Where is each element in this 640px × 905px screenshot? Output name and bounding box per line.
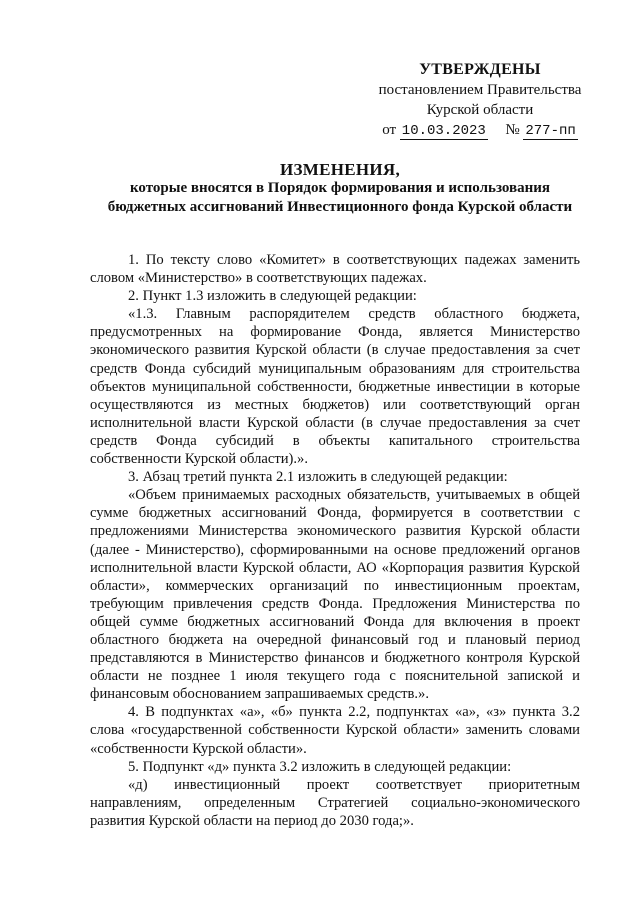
approval-stamp (360, 60, 600, 141)
title-line-2: которые вносятся в Порядок формирования и использования (129, 180, 551, 196)
paragraph-2: 2. Пункт 1.3 изложить в следующей редакции: (128, 288, 417, 305)
document-body (90, 251, 580, 830)
approval-number: 277-пп (525, 123, 576, 139)
number-prefix: № (505, 122, 520, 138)
paragraph-1: 1. По тексту слово «Комитет» в соответствующих падежах заменить словом «Министерство» в соответствующих падежах. (90, 252, 580, 287)
paragraph-7: 5. Подпункт «д» пункта 3.2 изложить в следующей редакции: (128, 758, 512, 775)
document-title (60, 160, 620, 217)
paragraph-8: «д) инвестиционный проект соответствует приоритетным направлениям, определенным Стратегией социально-экономического развития Курской области на период до 2030 года;». (90, 776, 580, 829)
approval-line-2: Курской области (426, 102, 534, 118)
paragraph-4: 3. Абзац третий пункта 2.1 изложить в следующей редакции: (128, 469, 508, 486)
approval-date: 10.03.2023 (401, 123, 486, 139)
approval-date-line (360, 120, 600, 141)
paragraph-5: «Объем принимаемых расходных обязательств, учитываемых в общей сумме бюджетных ассигнований Фонда, формируется в соответствии с предложениями Министерства экономического развития Курской области (далее - Министерство), сформированными на основе предложений органов исполнительной власти Курской области, АО «Корпорация развития Курской области», коммерческих организаций по инвестиционным проектам, требующим привлечения средств Фонда. Предложения Министерства по общей сумме бюджетных ассигнований Фонда для включения в проект областного бюджета на очередной финансовый год и плановый период представляются в Министерство финансов и бюджетного контроля Курской области не позднее 1 июля текущего года с пояснительной запиской и финансовым обоснованием запрашиваемых средств.». (90, 487, 580, 703)
approval-heading: УТВЕРЖДЕНЫ (419, 61, 541, 78)
approval-line-1: постановлением Правительства (378, 82, 582, 98)
date-prefix: от (382, 122, 397, 138)
paragraph-6: 4. В подпунктах «а», «б» пункта 2.2, подпунктах «а», «з» пункта 3.2 слова «государственной собственности Курской области» заменить словами «собственности Курской области». (90, 704, 580, 757)
title-main: ИЗМЕНЕНИЯ, (279, 160, 401, 179)
title-line-3: бюджетных ассигнований Инвестиционного фонда Курской области (107, 199, 573, 215)
paragraph-3: «1.3. Главным распорядителем средств областного бюджета, предусмотренных на формирование Фонда, является Министерство экономического развития Курской области (в случае предоставления за счет средств Фонда субсидий муниципальным образованиям для строительства объектов муниципальной собственности, бюджетные инвестиции в которые осуществляются из местных бюджетов) или соответствующий орган исполнительной власти Курской области (в случае предоставления за счет средств Фонда субсидий в объекты капитального строительства собственности Курской области).». (90, 306, 580, 468)
